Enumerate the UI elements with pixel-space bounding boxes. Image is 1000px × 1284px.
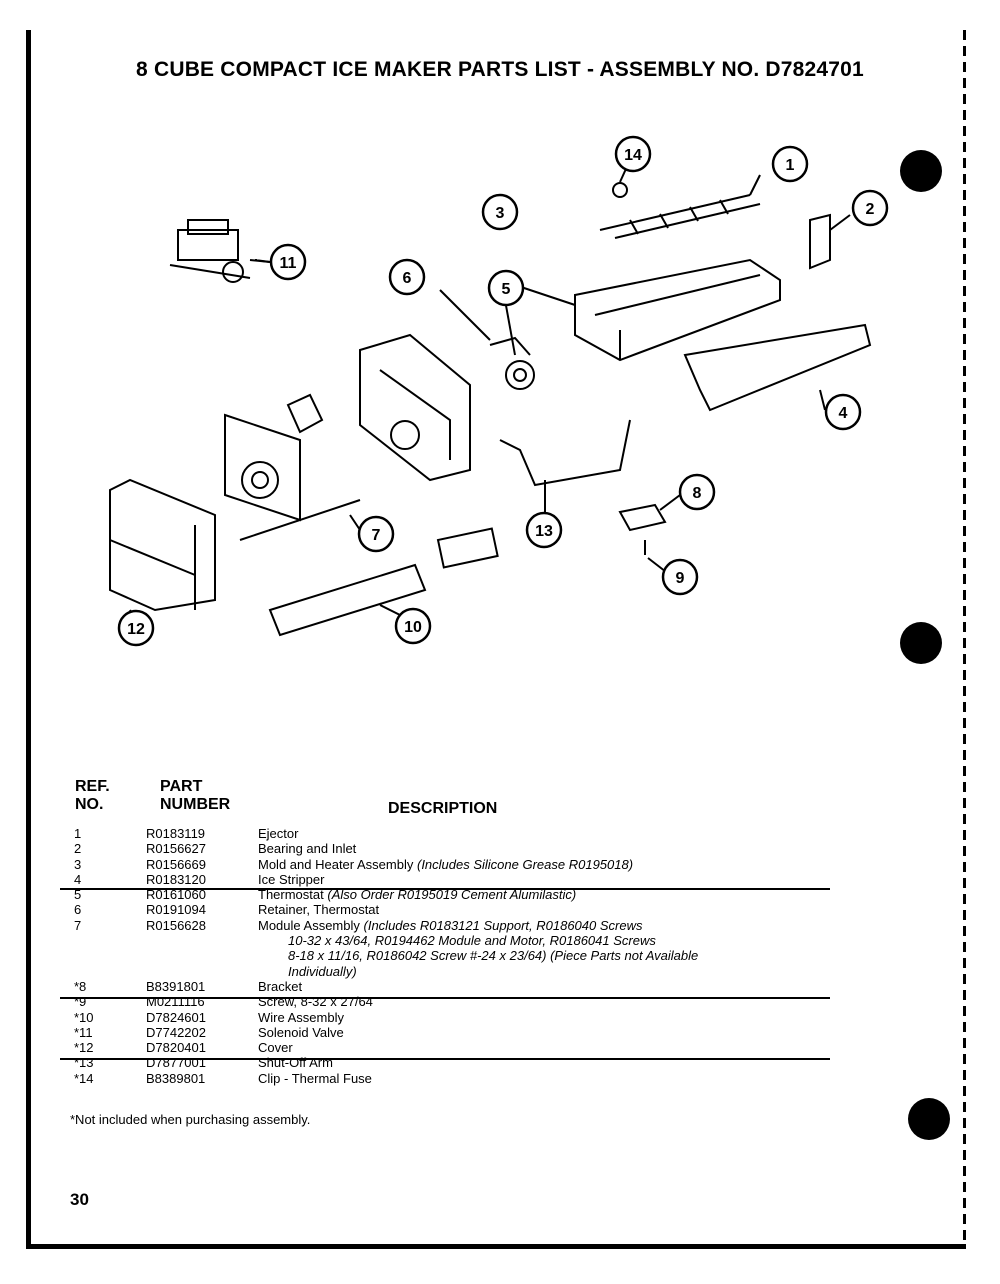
callout-label: 6 — [402, 270, 412, 287]
callout-label: 11 — [279, 255, 297, 272]
solenoid-valve-drawing — [170, 220, 270, 282]
table-row: 4 R0183120 Ice Stripper — [74, 871, 325, 887]
callout-label: 3 — [495, 205, 505, 222]
table-row: *14 B8389801 Clip - Thermal Fuse — [74, 1070, 372, 1086]
callout-label: 1 — [785, 157, 795, 174]
cover-drawing — [110, 480, 215, 610]
callout-label: 10 — [404, 619, 422, 636]
table-row: 5 R0161060 Thermostat (Also Order R0195019 Cement Alumilastic) — [74, 887, 577, 903]
bearing-drawing — [810, 215, 830, 268]
page-border-right — [963, 30, 966, 1248]
callout-label: 4 — [838, 405, 848, 422]
clip-drawing — [613, 183, 627, 197]
bracket-drawing — [620, 505, 665, 530]
callout-label: 2 — [865, 201, 875, 218]
callout-label: 12 — [127, 621, 145, 638]
table-row: 3 R0156669 Mold and Heater Assembly (Includes Silicone Grease R0195018) — [74, 856, 634, 872]
table-row: *12 D7820401 Cover — [74, 1040, 293, 1056]
table-row: 7 R0156628 Module Assembly (Includes R0183121 Support, R0186040 Screws — [74, 917, 643, 933]
housing-drawing — [360, 335, 470, 480]
table-row-continuation: Individually) — [288, 963, 357, 979]
footnote: *Not included when purchasing assembly. — [70, 1112, 311, 1127]
table-row-continuation: 10-32 x 43/64, R0194462 Module and Motor, R0186041 Screws — [288, 933, 656, 949]
table-row: 6 R0191094 Retainer, Thermostat — [74, 902, 380, 918]
page-number: 30 — [70, 1190, 89, 1209]
callout-label: 7 — [371, 527, 381, 544]
callout-label: 8 — [692, 485, 702, 502]
table-row: 1 R0183119 Ejector — [74, 826, 299, 841]
page-title: 8 CUBE COMPACT ICE MAKER PARTS LIST - ASSEMBLY NO. D7824701 — [136, 58, 864, 81]
table-row: *10 D7824601 Wire Assembly — [74, 1009, 344, 1025]
header-ref: REF. NO. — [75, 778, 110, 813]
callout-label: 9 — [675, 570, 685, 587]
header-part-number: PART NUMBER — [160, 778, 231, 813]
ejector-drawing — [600, 195, 760, 238]
table-row: *11 D7742202 Solenoid Valve — [74, 1024, 344, 1040]
header-description: DESCRIPTION — [388, 800, 498, 817]
table-row: *13 D7877001 Shut-Off Arm — [74, 1055, 333, 1071]
parts-table — [60, 826, 840, 1086]
table-row: *9 M0211116 Screw, 8-32 x 27/64 — [74, 994, 373, 1010]
page-border-bottom — [26, 1244, 966, 1249]
module-assembly-drawing — [225, 395, 360, 540]
callout-label: 14 — [624, 147, 642, 164]
callout-label: 13 — [535, 523, 553, 540]
table-row-continuation: 8-18 x 11/16, R0186042 Screw #-24 x 23/64) (Piece Parts not Available — [288, 948, 699, 964]
thermostat-drawing — [506, 361, 534, 389]
table-row: 2 R0156627 Bearing and Inlet — [74, 841, 357, 857]
binder-hole — [908, 1098, 950, 1140]
exploded-parts-diagram — [60, 120, 960, 680]
page-border-left — [26, 30, 31, 1248]
callout-label: 5 — [501, 281, 511, 298]
table-row: *8 B8391801 Bracket — [74, 978, 303, 994]
shut-off-arm-drawing — [500, 420, 630, 485]
retainer-drawing — [490, 338, 530, 355]
